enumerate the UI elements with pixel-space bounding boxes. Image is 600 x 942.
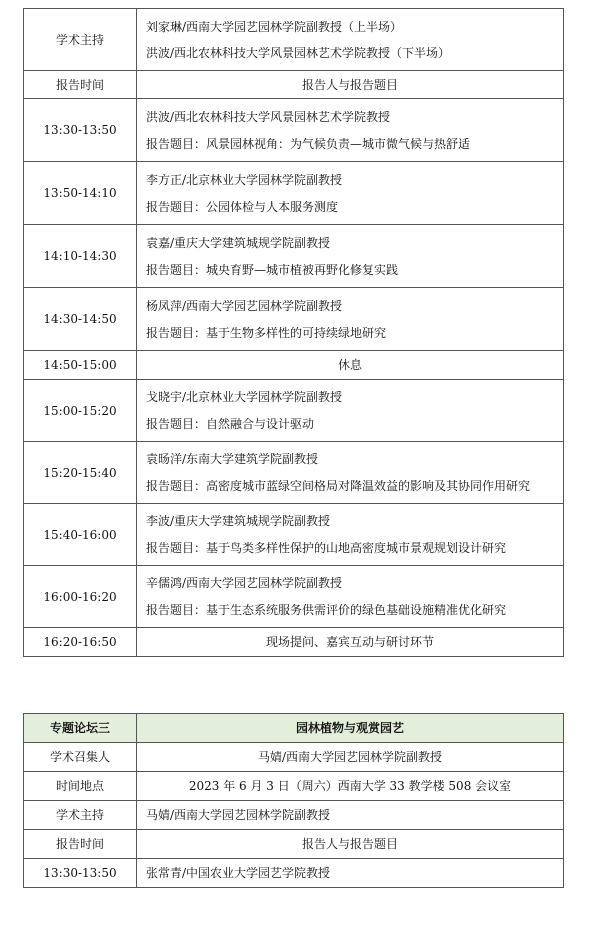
closing-time: 16:20-16:50 [24, 628, 137, 657]
host-line-2: 洪波/西北农林科技大学风景园林艺术学院教授（下半场） [146, 46, 451, 59]
forum3-talk-speaker: 张常青/中国农业大学园艺学院教授 [137, 859, 564, 888]
forum3-title: 园林植物与观赏园艺 [137, 714, 564, 743]
content-header: 报告人与报告题目 [137, 71, 564, 99]
host-cell [137, 9, 564, 71]
talk-cell [137, 380, 564, 442]
break-row [24, 351, 564, 380]
talk-row [24, 225, 564, 288]
forum3-content-header: 报告人与报告题目 [137, 830, 564, 859]
host-row [24, 9, 564, 71]
talk-speaker: 杨凤萍/西南大学园艺园林学院副教授 [146, 299, 343, 312]
talk-time: 16:00-16:20 [24, 566, 137, 628]
break-time: 14:50-15:00 [24, 351, 137, 380]
convener-label: 学术召集人 [24, 743, 137, 772]
talk-title: 报告题目：基于鸟类多样性保护的山地高密度城市景观规划设计研究 [146, 542, 507, 554]
forum2-schedule-table [23, 8, 564, 657]
venue-label: 时间地点 [24, 772, 137, 801]
venue-value: 2023 年 6 月 3 日（周六）西南大学 33 教学楼 508 会议室 [137, 772, 564, 801]
host-label: 学术主持 [24, 9, 137, 71]
talk-time: 14:10-14:30 [24, 225, 137, 288]
forum3-host-label: 学术主持 [24, 801, 137, 830]
talk-title: 报告题目：城央育野—城市植被再野化修复实践 [146, 263, 399, 276]
forum3-label: 专题论坛三 [24, 714, 137, 743]
convener-value: 马婧/西南大学园艺园林学院副教授 [137, 743, 564, 772]
talk-speaker: 洪波/西北农林科技大学风景园林艺术学院教授 [146, 110, 391, 123]
talk-row [24, 566, 564, 628]
forum3-schedule-header-row [24, 830, 564, 859]
talk-cell [137, 162, 564, 225]
talk-speaker: 李方正/北京林业大学园林学院副教授 [146, 173, 343, 186]
forum3-schedule-table [23, 713, 564, 888]
talk-row [24, 504, 564, 566]
talk-speaker: 袁嘉/重庆大学建筑城规学院副教授 [146, 236, 331, 249]
talk-time: 15:40-16:00 [24, 504, 137, 566]
talk-speaker: 戈晓宇/北京林业大学园林学院副教授 [146, 391, 343, 403]
forum3-header-row [24, 714, 564, 743]
closing-label: 现场提问、嘉宾互动与研讨环节 [137, 628, 564, 657]
talk-time: 15:00-15:20 [24, 380, 137, 442]
forum3-host-row [24, 801, 564, 830]
closing-row [24, 628, 564, 657]
talk-row [24, 442, 564, 504]
talk-speaker: 袁旸洋/东南大学建筑学院副教授 [146, 453, 319, 465]
talk-cell [137, 99, 564, 162]
venue-row [24, 772, 564, 801]
talk-cell [137, 288, 564, 351]
talk-row [24, 288, 564, 351]
talk-title: 报告题目：公园体检与人本服务测度 [146, 200, 339, 213]
talk-title: 报告题目：风景园林视角：为气候负责—城市微气候与热舒适 [146, 137, 471, 150]
talk-cell [137, 566, 564, 628]
talk-cell [137, 504, 564, 566]
talk-title: 报告题目：高密度城市蓝绿空间格局对降温效益的影响及其协同作用研究 [146, 480, 531, 492]
talk-title: 报告题目：基于生态系统服务供需评价的绿色基础设施精准优化研究 [146, 604, 507, 616]
talk-time: 13:30-13:50 [24, 99, 137, 162]
talk-cell [137, 442, 564, 504]
time-header: 报告时间 [24, 71, 137, 99]
host-line-1: 刘家琳/西南大学园艺园林学院副教授（上半场） [146, 20, 403, 33]
forum3-talk-row [24, 859, 564, 888]
schedule-header-row [24, 71, 564, 99]
talk-title: 报告题目：自然融合与设计驱动 [146, 418, 315, 430]
talk-title: 报告题目：基于生物多样性的可持续绿地研究 [146, 326, 387, 339]
talk-speaker: 辛儒鸿/西南大学园艺园林学院副教授 [146, 577, 343, 589]
break-label: 休息 [137, 351, 564, 380]
forum3-host-value: 马婧/西南大学园艺园林学院副教授 [137, 801, 564, 830]
talk-time: 13:50-14:10 [24, 162, 137, 225]
talk-row [24, 99, 564, 162]
talk-time: 15:20-15:40 [24, 442, 137, 504]
forum3-time-header: 报告时间 [24, 830, 137, 859]
talk-speaker: 李波/重庆大学建筑城规学院副教授 [146, 515, 331, 527]
talk-row [24, 380, 564, 442]
forum3-talk-time: 13:30-13:50 [24, 859, 137, 888]
talk-time: 14:30-14:50 [24, 288, 137, 351]
convener-row [24, 743, 564, 772]
talk-row [24, 162, 564, 225]
talk-cell [137, 225, 564, 288]
